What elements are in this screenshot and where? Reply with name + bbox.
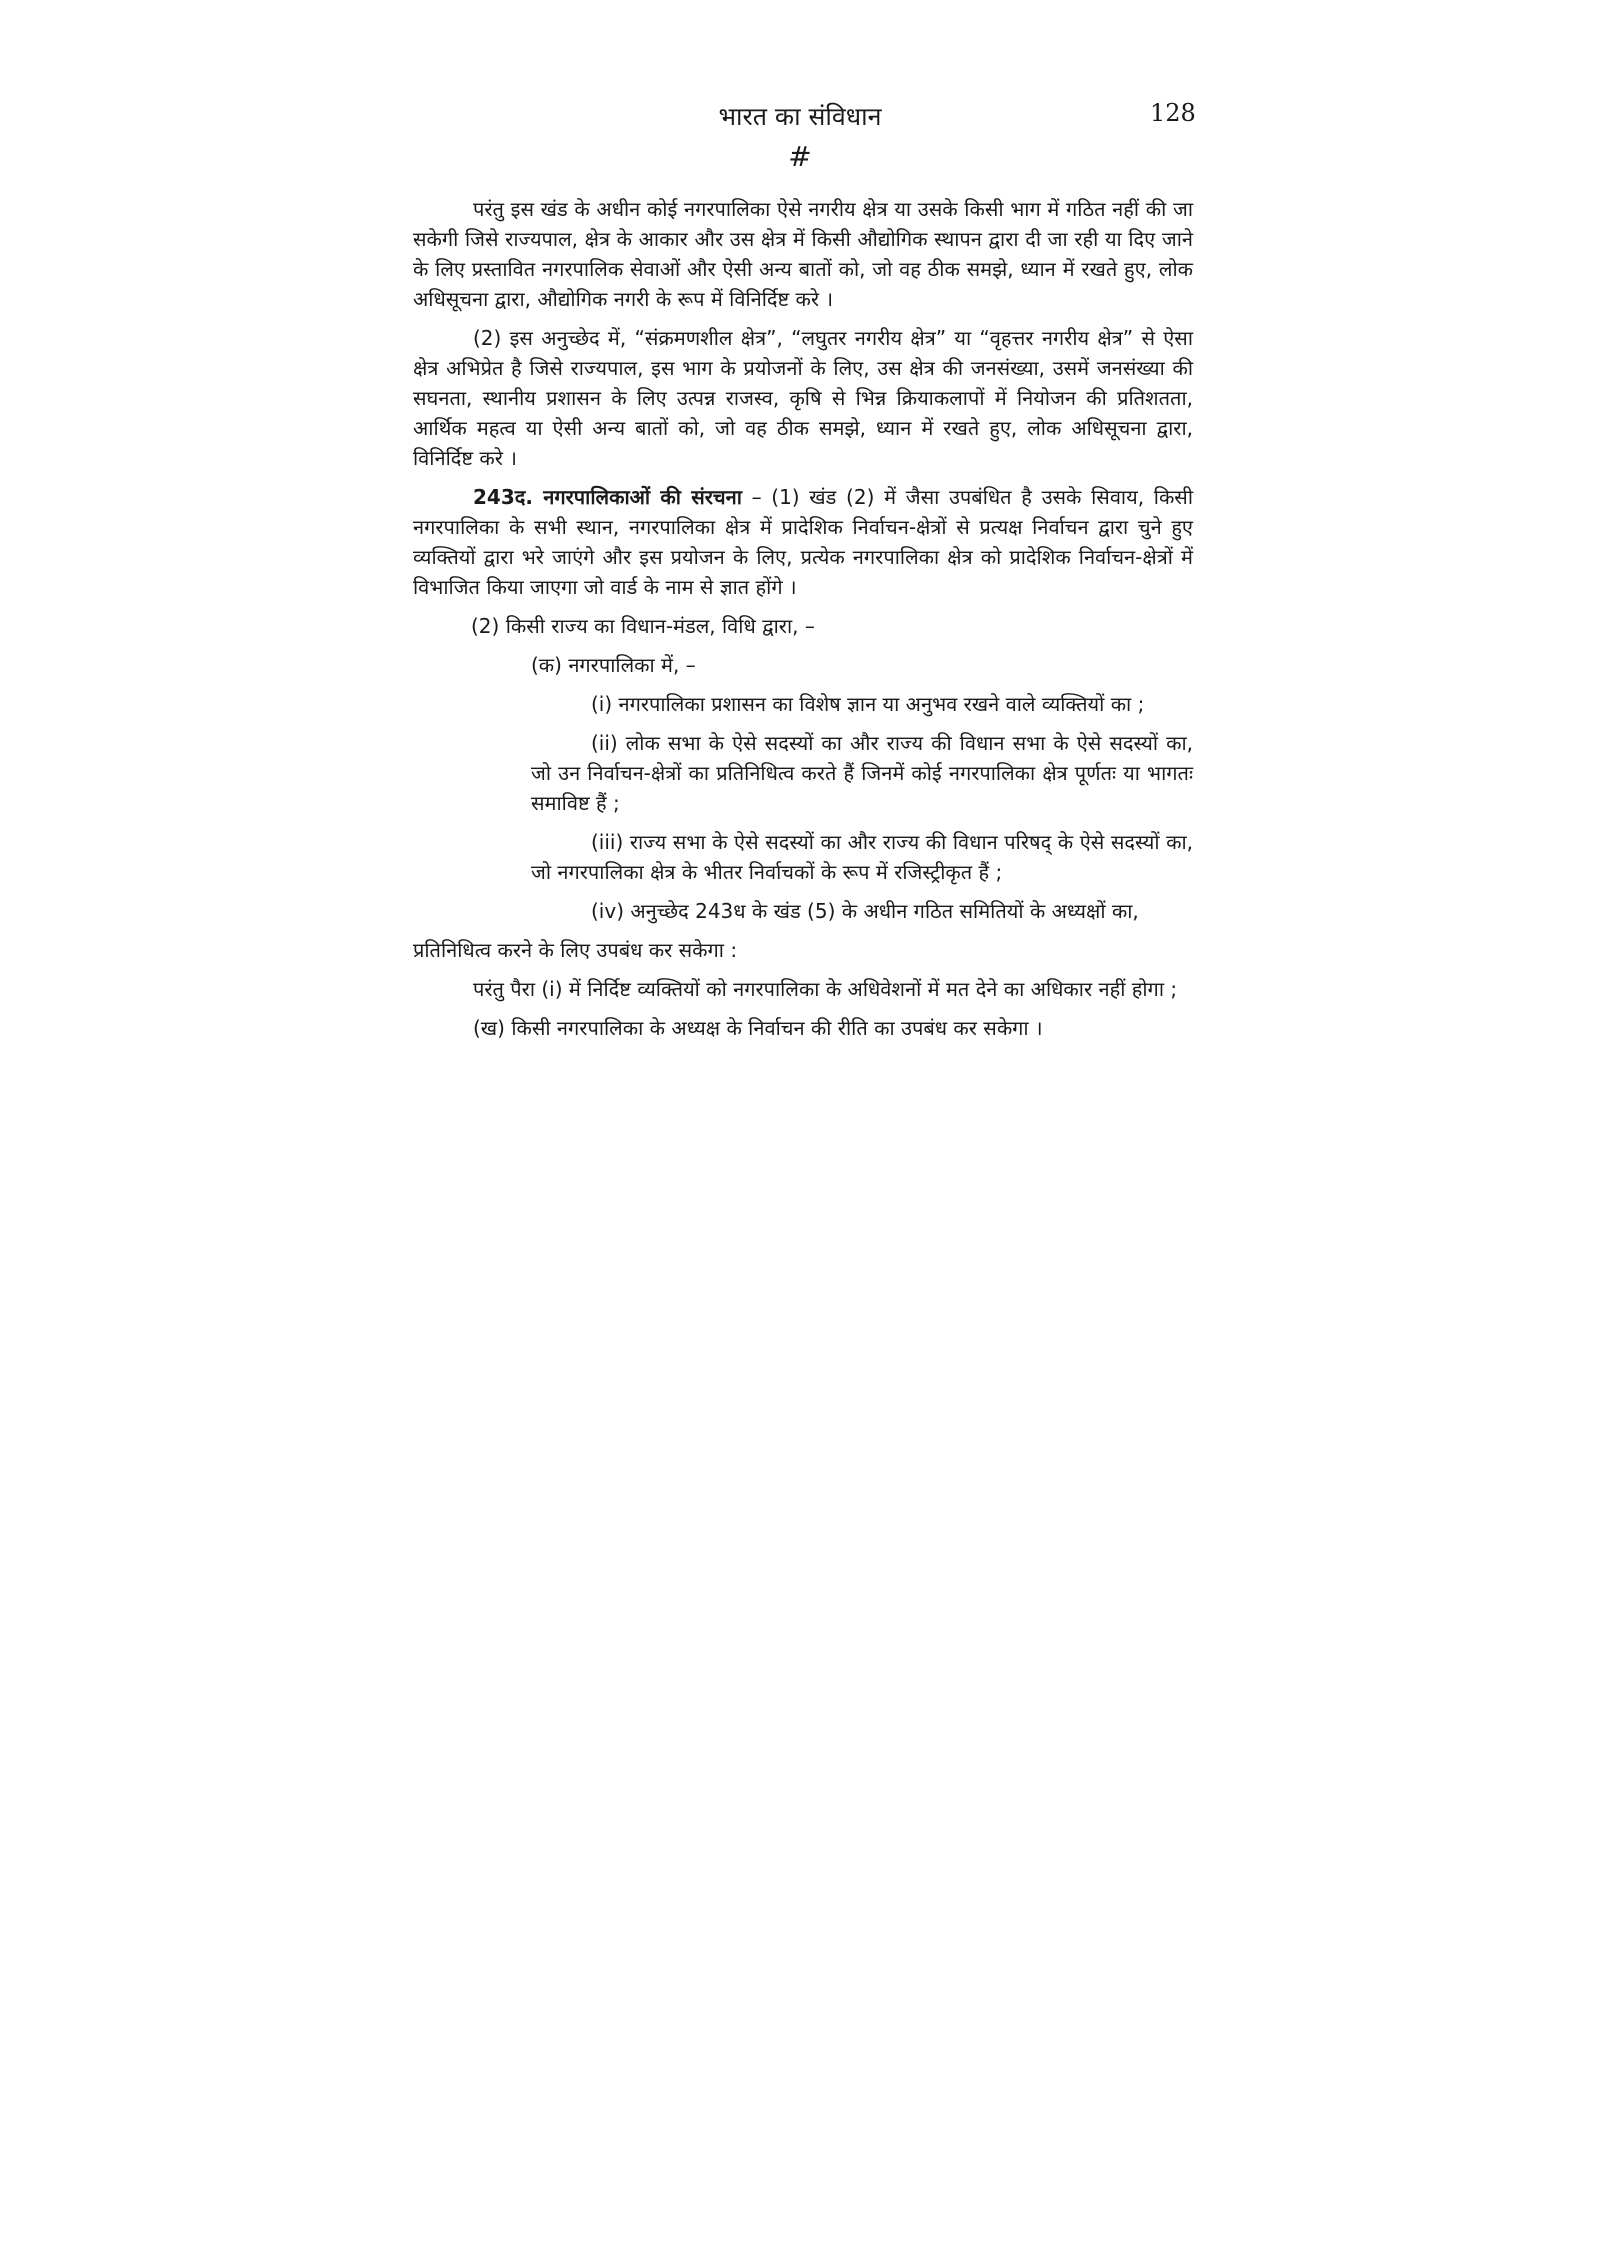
sub-clause-kha: (ख) किसी नगरपालिका के अध्यक्ष के निर्वाचन की रीति का उपबंध कर सकेगा ।: [473, 1016, 1043, 1040]
item-ii: (ii) लोक सभा के ऐसे सदस्यों का और राज्य की विधान सभा के ऐसे सदस्यों का, जो उन निर्वाचन-क्षेत्रों का प्रतिनिधित्व करते हैं जिनमें कोई नगरपालिका क्षेत्र पूर्णतः या भागतः समाविष्ट हैं ;: [531, 731, 1193, 815]
item-i: (i) नगरपालिका प्रशासन का विशेष ज्ञान या अनुभव रखने वाले व्यक्तियों का ;: [591, 692, 1145, 716]
article-243-paragraph: [413, 482, 1193, 602]
proviso-2: परंतु पैरा (i) में निर्दिष्ट व्यक्तियों को नगरपालिका के अधिवेशनों में मत देने का अधिकार नहीं होगा ;: [473, 977, 1178, 1001]
page-body: [413, 194, 1193, 1052]
paragraph-clause-2-definitions: (2) इस अनुच्छेद में, “संक्रमणशील क्षेत्र”, “लघुतर नगरीय क्षेत्र” या “वृहत्तर नगरीय क्षेत्र” से ऐसा क्षेत्र अभिप्रेत है जिसे राज्यपाल, इस भाग के प्रयोजनों के लिए, उस क्षेत्र की जनसंख्या, उसमें जनसंख्या की सघनता, स्थानीय प्रशासन के लिए उत्पन्न राजस्व, कृषि से भिन्न क्रियाकलापों में नियोजन की प्रतिशतता, आर्थिक महत्व या ऐसी अन्य बातों को, जो वह ठीक समझे, ध्यान में रखते हुए, लोक अधिसूचना द्वारा, विनिर्दिष्ट करे ।: [413, 326, 1193, 470]
paragraph-proviso: परंतु इस खंड के अधीन कोई नगरपालिका ऐसे नगरीय क्षेत्र या उसके किसी भाग में गठित नहीं की जा सकेगी जिसे राज्यपाल, क्षेत्र के आकार और उस क्षेत्र में किसी औद्योगिक स्थापन द्वारा दी जा रही या दिए जाने के लिए प्रस्तावित नगरपालिक सेवाओं और ऐसी अन्य बातों को, जो वह ठीक समझे, ध्यान में रखते हुए, लोक अधिसूचना द्वारा, औद्योगिक नगरी के रूप में विनिर्दिष्ट करे ।: [413, 197, 1193, 311]
page-number: 128: [1150, 99, 1196, 127]
page-title: भारत का संविधान: [718, 102, 882, 131]
item-iv: (iv) अनुच्छेद 243ध के खंड (5) के अधीन गठित समितियों के अध्यक्षों का,: [591, 899, 1139, 923]
article-text: – (1) खंड (2) में जैसा उपबंधित है उसके सिवाय, किसी नगरपालिका के सभी स्थान, नगरपालिका क्षेत्र में प्रादेशिक निर्वाचन-क्षेत्रों से प्रत्यक्ष निर्वाचन द्वारा चुने हुए व्यक्तियों द्वारा भरे जाएंगे और इस प्रयोजन के लिए, प्रत्येक नगरपालिका क्षेत्र को प्रादेशिक निर्वाचन-क्षेत्रों में विभाजित किया जाएगा जो वार्ड के नाम से ज्ञात होंगे ।: [413, 485, 1194, 599]
article-heading: 243द. नगरपालिकाओं की संरचना: [473, 485, 742, 509]
sub-clause-ka: (क) नगरपालिका में, –: [531, 653, 696, 677]
clause-2: (2) किसी राज्य का विधान-मंडल, विधि द्वारा, –: [471, 614, 815, 638]
header-mark: #: [788, 140, 812, 173]
closing-text: प्रतिनिधित्व करने के लिए उपबंध कर सकेगा :: [413, 938, 738, 962]
item-iii: (iii) राज्य सभा के ऐसे सदस्यों का और राज्य की विधान परिषद् के ऐसे सदस्यों का, जो नगरपालिका क्षेत्र के भीतर निर्वाचकों के रूप में रजिस्ट्रीकृत हैं ;: [531, 830, 1193, 884]
